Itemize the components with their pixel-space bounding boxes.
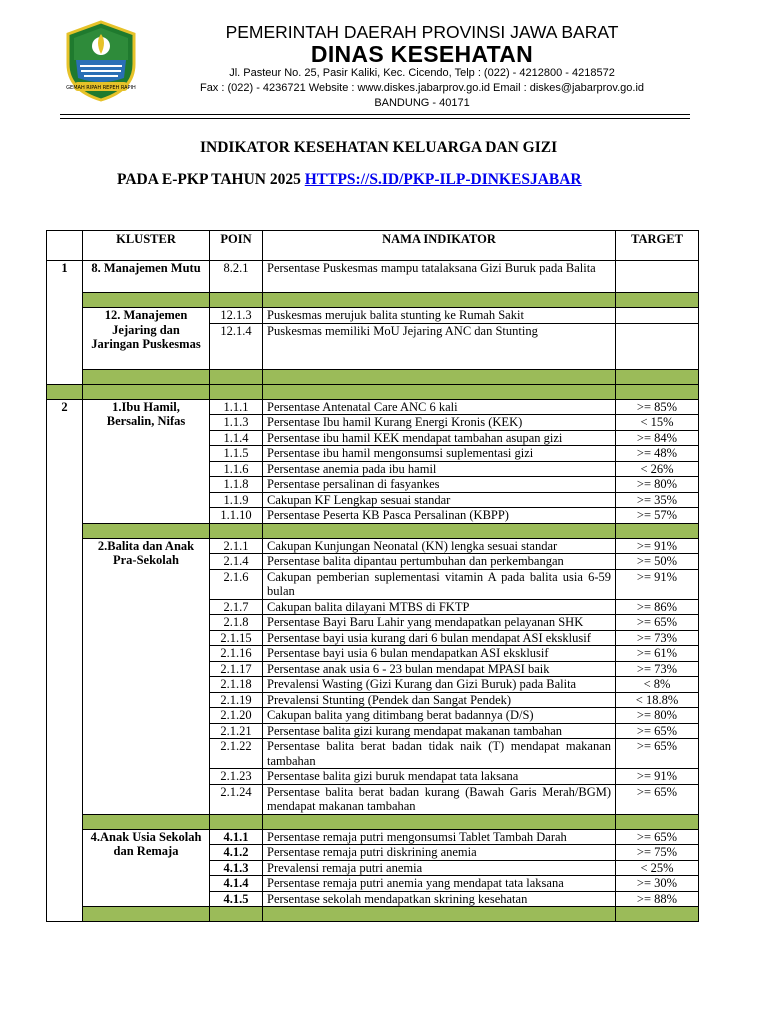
poin-cell: 12.1.4 — [210, 323, 263, 369]
separator-row — [47, 293, 699, 308]
target-cell: >= 91% — [616, 538, 699, 554]
nama-cell: Persentase balita gizi buruk mendapat tata laksana — [263, 769, 616, 785]
letterhead-address: Jl. Pasteur No. 25, Pasir Kaliki, Kec. Cicendo, Telp : (022) - 4212800 - 4218572 — [229, 67, 615, 79]
target-cell: < 26% — [616, 461, 699, 477]
target-cell: < 15% — [616, 415, 699, 431]
target-cell: >= 57% — [616, 508, 699, 524]
nama-cell: Persentase Peserta KB Pasca Persalinan (KBPP) — [263, 508, 616, 524]
target-cell — [616, 308, 699, 324]
target-cell: >= 48% — [616, 446, 699, 462]
header-target: TARGET — [616, 231, 699, 261]
nama-cell: Persentase balita gizi kurang mendapat makanan tambahan — [263, 723, 616, 739]
separator-row — [47, 384, 699, 399]
target-cell: >= 65% — [616, 829, 699, 845]
target-cell: >= 80% — [616, 708, 699, 724]
kluster-label: 2.Balita dan Anak Pra-Sekolah — [83, 538, 210, 814]
nama-cell: Persentase anemia pada ibu hamil — [263, 461, 616, 477]
target-cell: >= 35% — [616, 492, 699, 508]
poin-cell: 1.1.3 — [210, 415, 263, 431]
poin-cell: 2.1.7 — [210, 599, 263, 615]
target-cell: < 18.8% — [616, 692, 699, 708]
target-cell: >= 65% — [616, 784, 699, 814]
indicator-table — [46, 230, 699, 922]
poin-cell: 2.1.21 — [210, 723, 263, 739]
target-cell: >= 75% — [616, 845, 699, 861]
header-no — [47, 231, 83, 261]
table-row — [47, 538, 699, 554]
poin-cell: 4.1.4 — [210, 876, 263, 892]
nama-cell: Persentase balita berat badan kurang (Bawah Garis Merah/BGM) mendapat makanan tambahan — [263, 784, 616, 814]
nama-cell: Puskesmas memiliki MoU Jejaring ANC dan Stunting — [263, 323, 616, 369]
nama-cell: Persentase Ibu hamil Kurang Energi Kronis (KEK) — [263, 415, 616, 431]
nama-cell: Persentase remaja putri mengonsumsi Tablet Tambah Darah — [263, 829, 616, 845]
nama-cell: Persentase anak usia 6 - 23 bulan mendapat MPASI baik — [263, 661, 616, 677]
target-cell — [616, 261, 699, 293]
poin-cell: 4.1.3 — [210, 860, 263, 876]
poin-cell: 12.1.3 — [210, 308, 263, 324]
poin-cell: 1.1.10 — [210, 508, 263, 524]
target-cell: >= 88% — [616, 891, 699, 907]
poin-cell: 4.1.5 — [210, 891, 263, 907]
target-cell — [616, 323, 699, 369]
document-title: INDIKATOR KESEHATAN KELUARGA DAN GIZI — [200, 139, 558, 156]
target-cell: >= 91% — [616, 569, 699, 599]
table-row — [47, 308, 699, 324]
subtitle-text: PADA E-PKP TAHUN 2025 — [117, 171, 305, 188]
poin-cell: 2.1.23 — [210, 769, 263, 785]
nama-cell: Persentase balita berat badan tidak naik (T) mendapat makanan tambahan — [263, 739, 616, 769]
poin-cell: 1.1.4 — [210, 430, 263, 446]
target-cell: >= 65% — [616, 739, 699, 769]
letterhead-contact: Fax : (022) - 4236721 Website : www.diskes.jabarprov.go.id Email : diskes@jabarprov.go.id — [199, 82, 645, 94]
letterhead-rule-thin-2 — [60, 118, 690, 119]
jawa-barat-emblem-logo — [60, 20, 142, 102]
poin-cell: 2.1.8 — [210, 615, 263, 631]
letterhead-rule-thin — [60, 114, 690, 115]
target-cell: < 8% — [616, 677, 699, 693]
group-number: 1 — [47, 261, 83, 385]
document-subtitle — [117, 171, 582, 189]
target-cell: >= 73% — [616, 630, 699, 646]
table-row — [47, 399, 699, 415]
nama-cell: Persentase bayi usia 6 bulan mendapatkan ASI eksklusif — [263, 646, 616, 662]
nama-cell: Persentase Antenatal Care ANC 6 kali — [263, 399, 616, 415]
poin-cell: 2.1.15 — [210, 630, 263, 646]
poin-cell: 2.1.20 — [210, 708, 263, 724]
svg-text:GEMAH RIPAH REPEH RAPIH: GEMAH RIPAH REPEH RAPIH — [66, 85, 136, 91]
letterhead-city: BANDUNG - 40171 — [374, 97, 470, 109]
nama-cell: Cakupan KF Lengkap sesuai standar — [263, 492, 616, 508]
nama-cell: Cakupan pemberian suplementasi vitamin A pada balita usia 6-59 bulan — [263, 569, 616, 599]
separator-row — [47, 523, 699, 538]
poin-cell: 1.1.9 — [210, 492, 263, 508]
header-poin: POIN — [210, 231, 263, 261]
nama-cell: Persentase remaja putri anemia yang mendapat tata laksana — [263, 876, 616, 892]
poin-cell: 2.1.6 — [210, 569, 263, 599]
group-number: 2 — [47, 399, 83, 922]
poin-cell: 2.1.16 — [210, 646, 263, 662]
nama-cell: Persentase bayi usia kurang dari 6 bulan mendapat ASI eksklusif — [263, 630, 616, 646]
nama-cell: Persentase Bayi Baru Lahir yang mendapatkan pelayanan SHK — [263, 615, 616, 631]
poin-cell: 2.1.4 — [210, 554, 263, 570]
target-cell: >= 86% — [616, 599, 699, 615]
separator-row — [47, 814, 699, 829]
poin-cell: 1.1.1 — [210, 399, 263, 415]
poin-cell: 2.1.18 — [210, 677, 263, 693]
table-header-row — [47, 231, 699, 261]
target-cell: >= 65% — [616, 615, 699, 631]
nama-cell: Persentase Puskesmas mampu tatalaksana Gizi Buruk pada Balita — [263, 261, 616, 293]
subtitle-link[interactable]: HTTPS://S.ID/PKP-ILP-DINKESJABAR — [304, 171, 582, 188]
nama-cell: Cakupan balita dilayani MTBS di FKTP — [263, 599, 616, 615]
target-cell: >= 61% — [616, 646, 699, 662]
poin-cell: 8.2.1 — [210, 261, 263, 293]
target-cell: >= 80% — [616, 477, 699, 493]
kluster-label: 8. Manajemen Mutu — [83, 261, 210, 293]
nama-cell: Cakupan balita yang ditimbang berat badannya (D/S) — [263, 708, 616, 724]
poin-cell: 2.1.17 — [210, 661, 263, 677]
nama-cell: Persentase ibu hamil KEK mendapat tambahan asupan gizi — [263, 430, 616, 446]
kluster-label: 12. Manajemen Jejaring dan Jaringan Puskesmas — [83, 308, 210, 370]
nama-cell: Persentase remaja putri diskrining anemia — [263, 845, 616, 861]
nama-cell: Persentase persalinan di fasyankes — [263, 477, 616, 493]
poin-cell: 2.1.19 — [210, 692, 263, 708]
header-nama: NAMA INDIKATOR — [263, 231, 616, 261]
target-cell: >= 65% — [616, 723, 699, 739]
poin-cell: 4.1.1 — [210, 829, 263, 845]
poin-cell: 2.1.1 — [210, 538, 263, 554]
nama-cell: Cakupan Kunjungan Neonatal (KN) lengka sesuai standar — [263, 538, 616, 554]
nama-cell: Prevalensi remaja putri anemia — [263, 860, 616, 876]
letterhead-government: PEMERINTAH DAERAH PROVINSI JAWA BARAT — [225, 22, 619, 42]
nama-cell: Persentase sekolah mendapatkan skrining kesehatan — [263, 891, 616, 907]
nama-cell: Prevalensi Wasting (Gizi Kurang dan Gizi Buruk) pada Balita — [263, 677, 616, 693]
target-cell: >= 50% — [616, 554, 699, 570]
poin-cell: 1.1.6 — [210, 461, 263, 477]
target-cell: < 25% — [616, 860, 699, 876]
table-row — [47, 829, 699, 845]
kluster-label: 4.Anak Usia Sekolah dan Remaja — [83, 829, 210, 907]
letterhead-agency: DINAS KESEHATAN — [310, 41, 534, 67]
nama-cell: Prevalensi Stunting (Pendek dan Sangat Pendek) — [263, 692, 616, 708]
poin-cell: 2.1.22 — [210, 739, 263, 769]
separator-row — [47, 907, 699, 922]
target-cell: >= 85% — [616, 399, 699, 415]
poin-cell: 2.1.24 — [210, 784, 263, 814]
nama-cell: Puskesmas merujuk balita stunting ke Rumah Sakit — [263, 308, 616, 324]
target-cell: >= 91% — [616, 769, 699, 785]
poin-cell: 4.1.2 — [210, 845, 263, 861]
table-row — [47, 261, 699, 293]
separator-row — [47, 369, 699, 384]
header-kluster: KLUSTER — [83, 231, 210, 261]
poin-cell: 1.1.8 — [210, 477, 263, 493]
poin-cell: 1.1.5 — [210, 446, 263, 462]
target-cell: >= 73% — [616, 661, 699, 677]
kluster-label: 1.Ibu Hamil, Bersalin, Nifas — [83, 399, 210, 523]
nama-cell: Persentase balita dipantau pertumbuhan dan perkembangan — [263, 554, 616, 570]
target-cell: >= 30% — [616, 876, 699, 892]
target-cell: >= 84% — [616, 430, 699, 446]
nama-cell: Persentase ibu hamil mengonsumsi suplementasi gizi — [263, 446, 616, 462]
